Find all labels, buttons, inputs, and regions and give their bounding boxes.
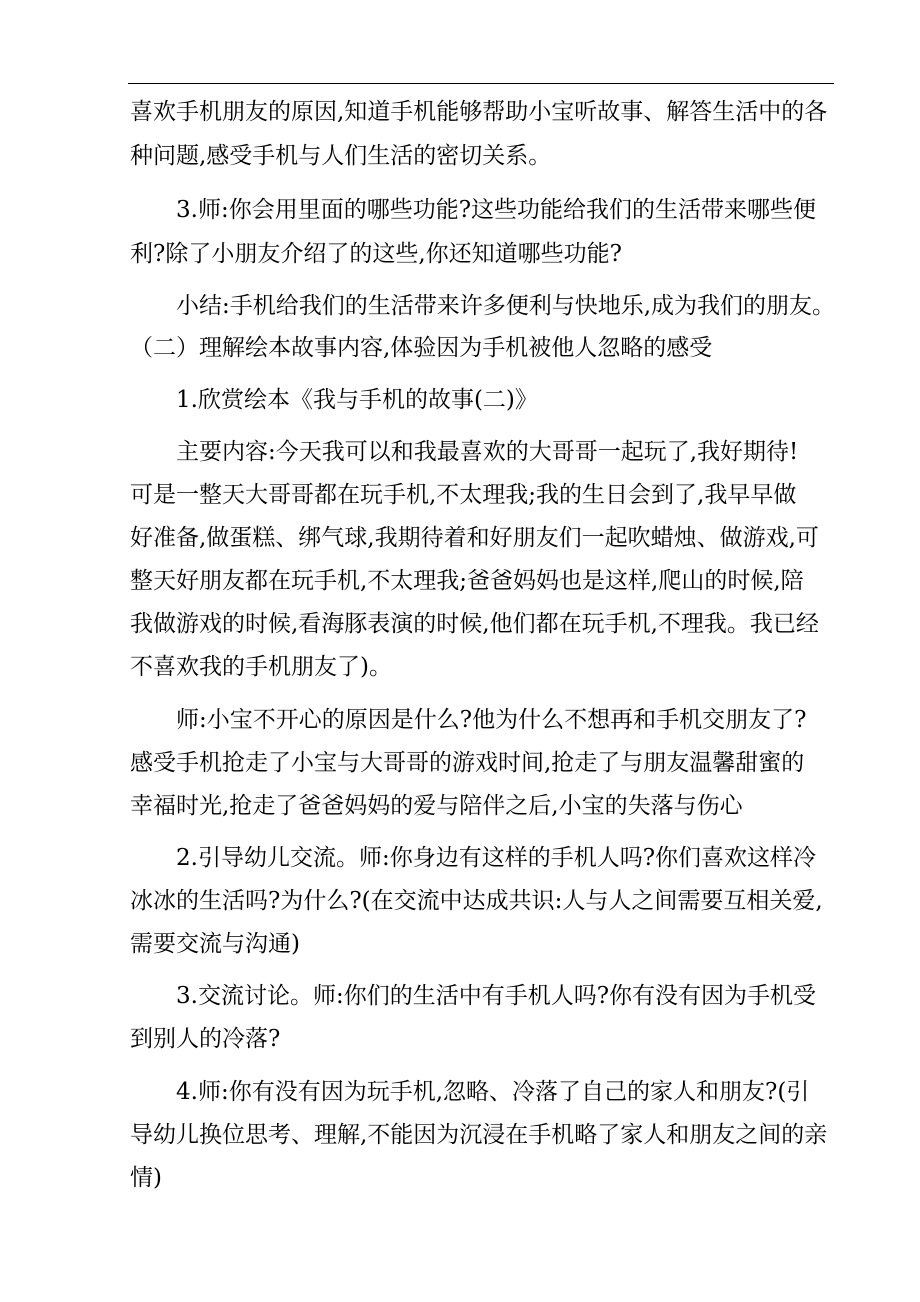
section-heading: （二）理解绘本故事内容,体验因为手机被他人忽略的感受 [130,335,713,361]
text-line: 可是一整天大哥哥都在玩手机,不太理我;我的生日会到了,我早早做 [130,482,797,508]
text-line: 我做游戏的时候,看海豚表演的时候,他们都在玩手机,不理我。我已经 [130,611,819,637]
text-line: 3.师:你会用里面的哪些功能?这些功能给我们的生活带来哪些便 [176,197,817,223]
text-line: 喜欢手机朋友的原因,知道手机能够帮助小宝听故事、解答生活中的各 [130,99,828,125]
text-line: 种问题,感受手机与人们生活的密切关系。 [130,143,552,169]
text-line: 导幼儿换位思考、理解,不能因为沉浸在手机略了家人和朋友之间的亲 [130,1122,828,1148]
text-line: 师:小宝不开心的原因是什么?他为什么不想再和手机交朋友了? [176,707,807,733]
text-line: 不喜欢我的手机朋友了)。 [130,654,392,680]
text-line: 幸福时光,抢走了爸爸妈妈的爱与陪伴之后,小宝的失落与伤心 [130,793,743,819]
text-line: 1.欣赏绘本《我与手机的故事(二)》 [176,387,538,413]
text-line: 整天好朋友都在玩手机,不太理我;爸爸妈妈也是这样,爬山的时候,陪 [130,568,804,594]
text-line: 感受手机抢走了小宝与大哥哥的游戏时间,抢走了与朋友温馨甜蜜的 [130,750,805,776]
text-line: 2.引导幼儿交流。师:你身边有这样的手机人吗?你们喜欢这样冷 [176,845,817,871]
text-line: 4.师:你有没有因为玩手机,忽略、冷落了自己的家人和朋友?(引 [176,1079,810,1105]
text-line: 需要交流与沟通) [130,931,300,957]
header-rule [128,83,834,84]
text-line: 冰冰的生活吗?为什么?(在交流中达成共识:人与人之间需要互相关爱, [130,888,823,914]
text-line: 主要内容:今天我可以和我最喜欢的大哥哥一起玩了,我好期待! [176,439,799,465]
text-line: 3.交流讨论。师:你们的生活中有手机人吗?你有没有因为手机受 [176,983,817,1009]
text-line: 利?除了小朋友介绍了的这些,你还知道哪些功能? [130,241,622,267]
text-line: 好准备,做蛋糕、绑气球,我期待着和好朋友们一起吹蜡烛、做游戏,可 [130,525,819,551]
text-line: 到别人的冷落? [130,1026,281,1052]
text-line: 小结:手机给我们的生活带来许多便利与快地乐,成为我们的朋友。 [176,293,836,319]
text-line: 情) [130,1165,162,1191]
